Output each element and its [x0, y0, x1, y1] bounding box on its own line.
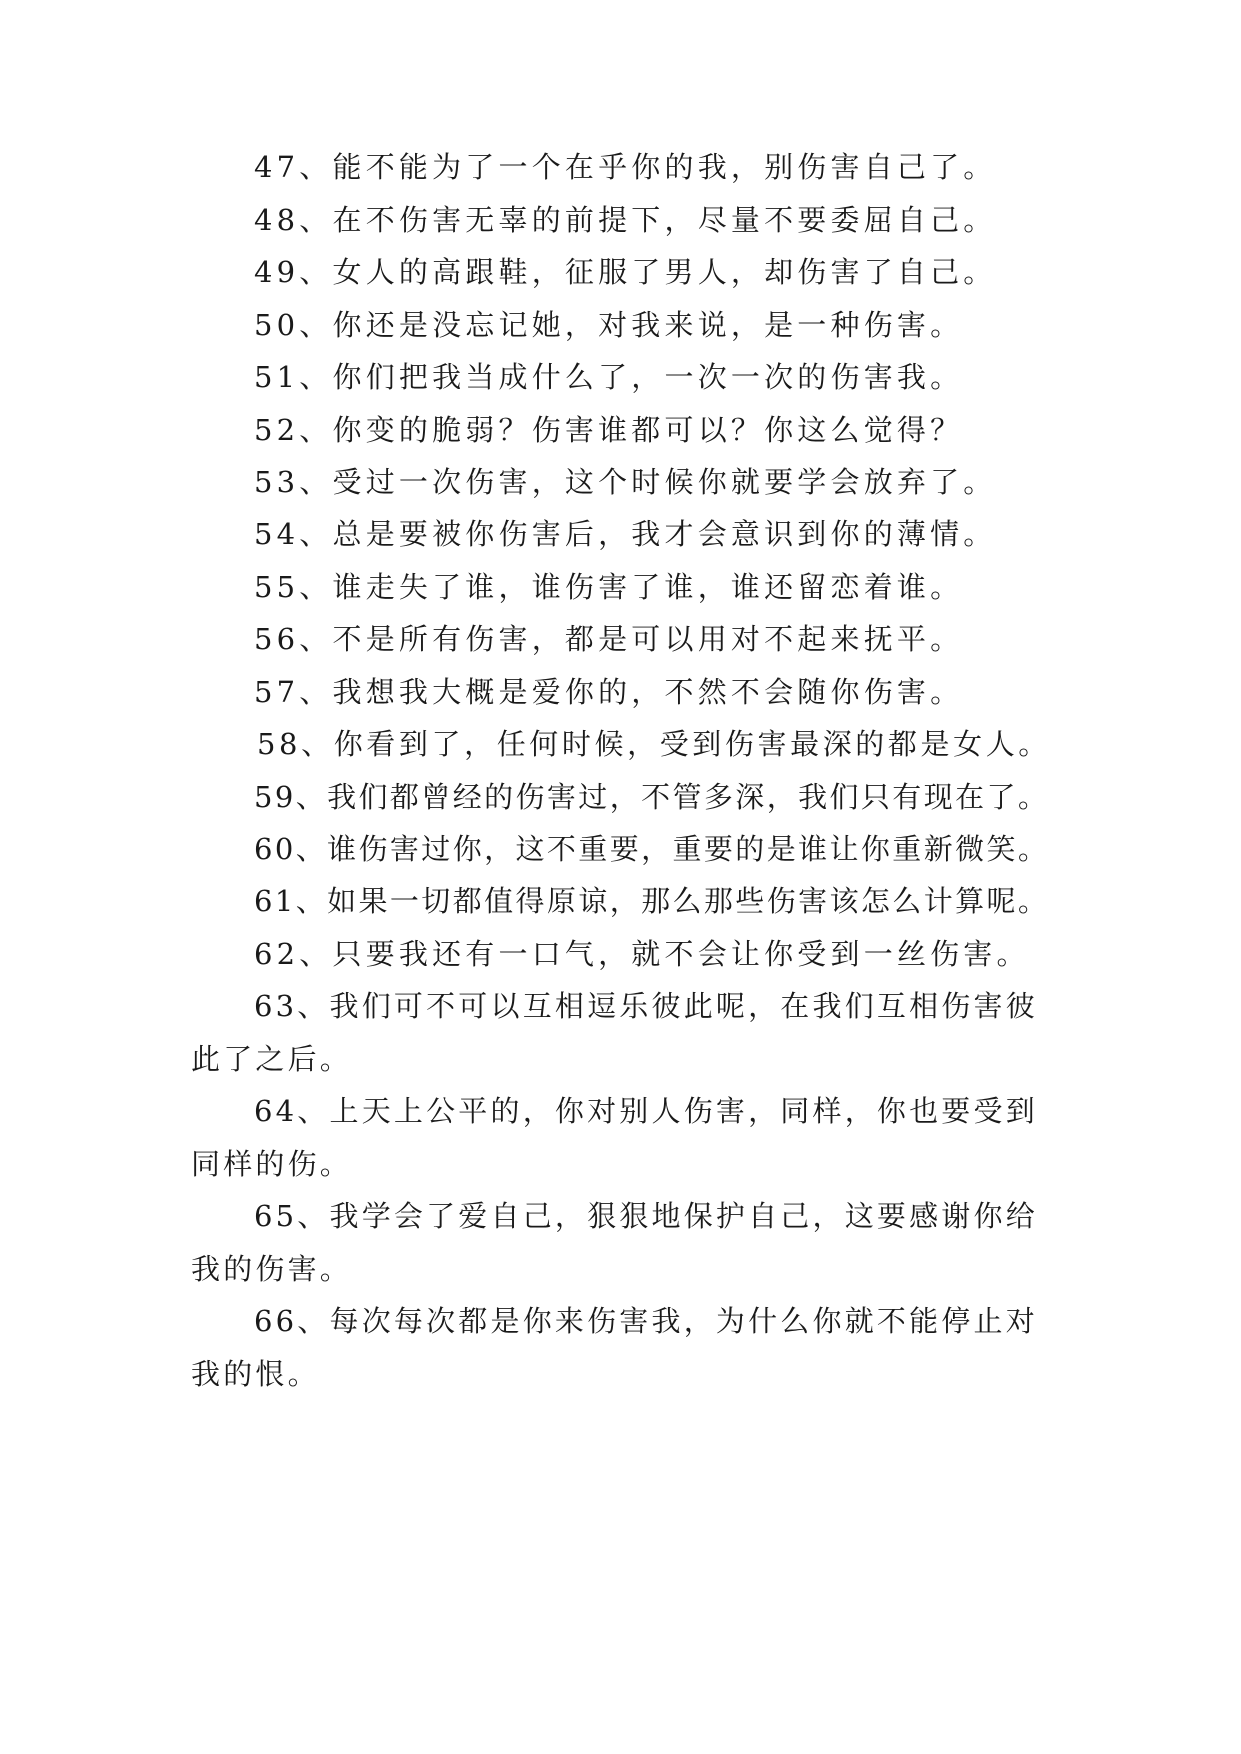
text-line: 65、我学会了爱自己，狠狠地保护自己，这要感谢你给 — [254, 1199, 1038, 1233]
text-line: 53、受过一次伤害，这个时候你就要学会放弃了。 — [254, 465, 997, 499]
text-line: 57、我想我大概是爱你的，不然不会随你伤害。 — [254, 675, 964, 709]
text-line: 51、你们把我当成什么了，一次一次的伤害我。 — [254, 360, 964, 394]
text-line: 60、谁伤害过你，这不重要，重要的是谁让你重新微笑。 — [254, 832, 1050, 866]
text-line: 50、你还是没忘记她，对我来说，是一种伤害。 — [254, 308, 964, 342]
text-line: 66、每次每次都是你来伤害我，为什么你就不能停止对 — [254, 1304, 1038, 1338]
text-line: 63、我们可不可以互相逗乐彼此呢，在我们互相伤害彼 — [254, 989, 1038, 1023]
text-line: 同样的伤。 — [191, 1147, 353, 1181]
text-line: 58、你看到了，任何时候，受到伤害最深的都是女人。 — [257, 727, 1051, 761]
text-line: 48、在不伤害无辜的前提下，尽量不要委屈自己。 — [254, 203, 997, 237]
text-line: 64、上天上公平的，你对别人伤害，同样，你也要受到 — [254, 1094, 1038, 1128]
text-line: 47、能不能为了一个在乎你的我，别伤害自己了。 — [254, 150, 997, 184]
text-line: 54、总是要被你伤害后，我才会意识到你的薄情。 — [254, 517, 997, 551]
text-line: 56、不是所有伤害，都是可以用对不起来抚平。 — [254, 622, 964, 656]
text-line: 55、谁走失了谁，谁伤害了谁，谁还留恋着谁。 — [254, 570, 964, 604]
text-line: 62、只要我还有一口气，就不会让你受到一丝伤害。 — [254, 937, 1030, 971]
text-line: 52、你变的脆弱？伤害谁都可以？你这么觉得？ — [254, 413, 964, 447]
text-line: 61、如果一切都值得原谅，那么那些伤害该怎么计算呢。 — [254, 884, 1050, 918]
text-line: 此了之后。 — [191, 1042, 353, 1076]
text-line: 49、女人的高跟鞋，征服了男人，却伤害了自己。 — [254, 255, 997, 289]
text-line: 我的伤害。 — [191, 1252, 353, 1286]
text-line: 我的恨。 — [191, 1357, 320, 1391]
text-line: 59、我们都曾经的伤害过，不管多深，我们只有现在了。 — [254, 780, 1050, 814]
